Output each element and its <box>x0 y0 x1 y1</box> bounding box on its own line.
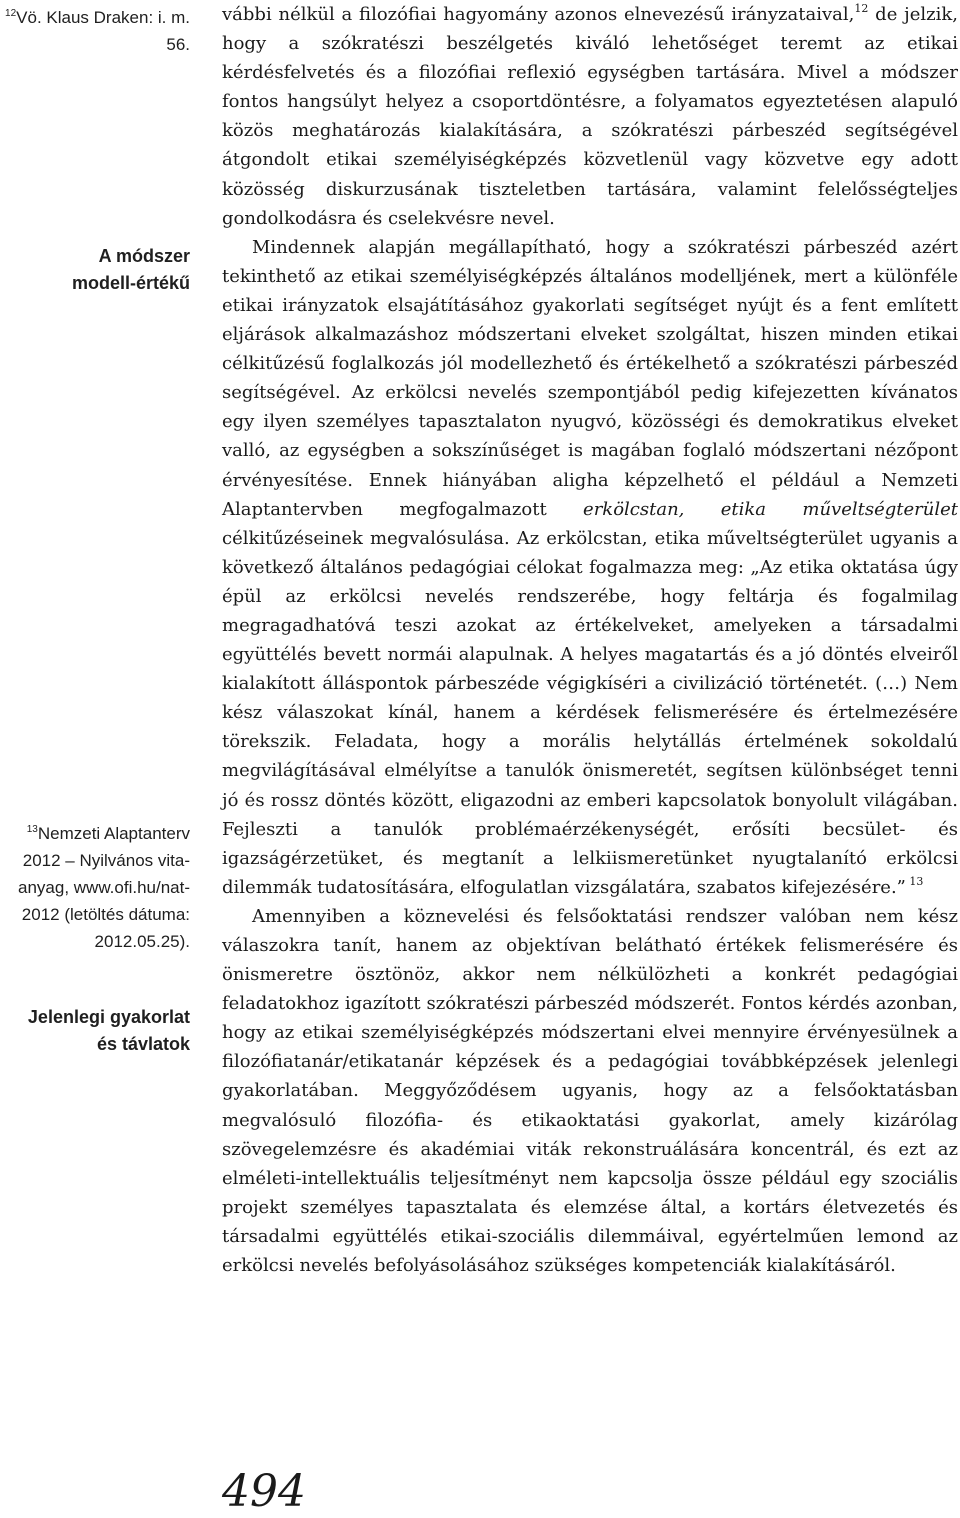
margin-heading-current-practice <box>0 1004 190 1058</box>
margin-column <box>0 0 196 1518</box>
footnote-13-text: Nemzeti Alaptanterv 2012 – Nyilvános vita-anyag, www.ofi.hu/nat-2012 (letöltés dátuma: 2012.05.25). <box>18 824 190 951</box>
footnote-12-number: 12 <box>5 8 17 19</box>
paragraph-2-text-b: célkitűzéseinek megvalósulása. Az erkölcstan, etika műveltségterület ugyanis a következő általános pedagógiai célokat fogalmazza meg: „Az etika oktatása úgy épül az erkölcsi nevelés rendszerébe, hogy feltárja és fogalmilag megragadhatóvá teszi azokat az értékelveket, amelyeken a társadalmi együttélés bevett normái alapulnak. A helyes magatartás és a jó döntés elveiről kialakított álláspontok párbeszéde végigkíséri a civilizáció történetét. (…) Nem kész válaszokat kínál, hanem a kérdések felismerésére és értelmezésére törekszik. Feladata, hogy a morális helytállás értelmének sokoldalú megvilágításával elmélyítse a tanulók önismeretét, segítsen különbséget tenni jó és rossz döntés között, eligazodni az emberi kapcsolatok bonyolult világában. Fejleszti a tanulók problémaérzékenységét, erősíti becsület- és igazságérzetüket, és megtanít a lelkiismeretünket nyugtalanító erkölcsi dilemmák tudatosítására, elfogulatlan vizsgálatára, szabatos kifejezésére.” <box>222 527 958 898</box>
footnote-ref-12: 12 <box>854 2 869 15</box>
paragraph-3: Amennyiben a köznevelési és felsőoktatási rendszer valóban nem kész válaszokra tanít, hanem az objektívan belátható értékek felismerésére és önismeretre ösztönöz, akkor nem nélkülözheti a konkrét pedagógiai feladatokhoz igazított szókratészi párbeszéd módszerét. Fontos kérdés azonban, hogy az etikai személyiségképzés módszertani elvei mennyire érvényesülnek a filozófiatanár/etikatanár képzések és a pedagógiai továbbképzések jelenlegi gyakorlatában. Meggyőződésem ugyanis, hogy az a felsőoktatásban megvalósuló filozófia- és etikaoktatási gyakorlat, amely kizárólag szövegelemzésre és akadémiai viták rekonstruálására koncentrál, és ezt az elméleti-intellektuális teljesítményt nem kapcsolja össze például egy szociális projekt személyes tapasztalata és elemzése által, a kortárs életvezetés és társadalmi együttélés etikai-szociális dilemmáival, egyértelműen lemond az erkölcsi nevelés befolyásolásához szükséges kompetenciák kialakításáról. <box>222 905 958 1277</box>
paragraph-2 <box>222 233 958 902</box>
margin-heading-current-line2: és távlatok <box>96 1034 190 1054</box>
footnote-12-text: Vö. Klaus Draken: i. m. 56. <box>16 8 190 54</box>
margin-heading-method-line2: modell-értékű <box>71 273 190 293</box>
margin-heading-method <box>0 243 190 297</box>
paragraph-2-italic-term: erkölcstan, etika műveltségterület <box>583 498 958 520</box>
footnote-13-number: 13 <box>26 824 38 835</box>
footnote-ref-13: 13 <box>905 874 924 888</box>
paragraph-1-text-b: de jelzik, hogy a szókratészi beszélgetés kiváló lehetőséget teremt az etikai kérdésfelvetés és a filozófiai reflexió egységben tartására. Mivel a módszer fontos hangsúlyt helyez a csoportdöntésre, a folyamatos egyeztetésen alapuló közös meghatározás kialakítására, a szókratészi párbeszéd segítségével átgondolt etikai személyiségképzés közvetlenül vagy közvetve egy adott közösség diskurzusának tiszteletben tartására, valamint felelősségteljes gondolkodásra és cselekvésre nevel. <box>222 4 959 229</box>
footnote-12 <box>0 4 190 58</box>
margin-heading-current-line1: Jelenlegi gyakorlat <box>27 1007 190 1027</box>
page-number: 494 <box>222 1466 306 1517</box>
footnote-13 <box>0 820 190 955</box>
margin-heading-method-line1: A módszer <box>98 246 190 266</box>
paragraph-1 <box>222 0 958 233</box>
main-text-column <box>222 0 958 1280</box>
paragraph-1-text-a: vábbi nélkül a filozófiai hagyomány azonos elnevezésű irányzataival, <box>222 4 855 25</box>
paragraph-2-text-a: Mindennek alapján megállapítható, hogy a szókratészi párbeszéd azért tekinthető az etikai személyiségképzés általános modelljének, mert a különféle etikai irányzatok elsajátításához gyakorlati segítséget nyújt és a fent említett eljárások alkalmazáshoz módszertani elveket szolgáltat, hiszen minden etikai célkitűzésű foglalkozás jól modellezhető és értékelhető a szókratészi párbeszéd segítségével. Az erkölcsi nevelés szempontjából pedig kifejezetten kívánatos egy ilyen személyes tapasztalaton nyugvó, közösségi és demokratikus elveket valló, az egységben a sokszínűséget is magában foglaló módszertani nézőpont érvényesítése. Ennek hiányában aligha képzelhető el például a Nemzeti Alaptantervben megfogalmazott <box>222 236 958 520</box>
